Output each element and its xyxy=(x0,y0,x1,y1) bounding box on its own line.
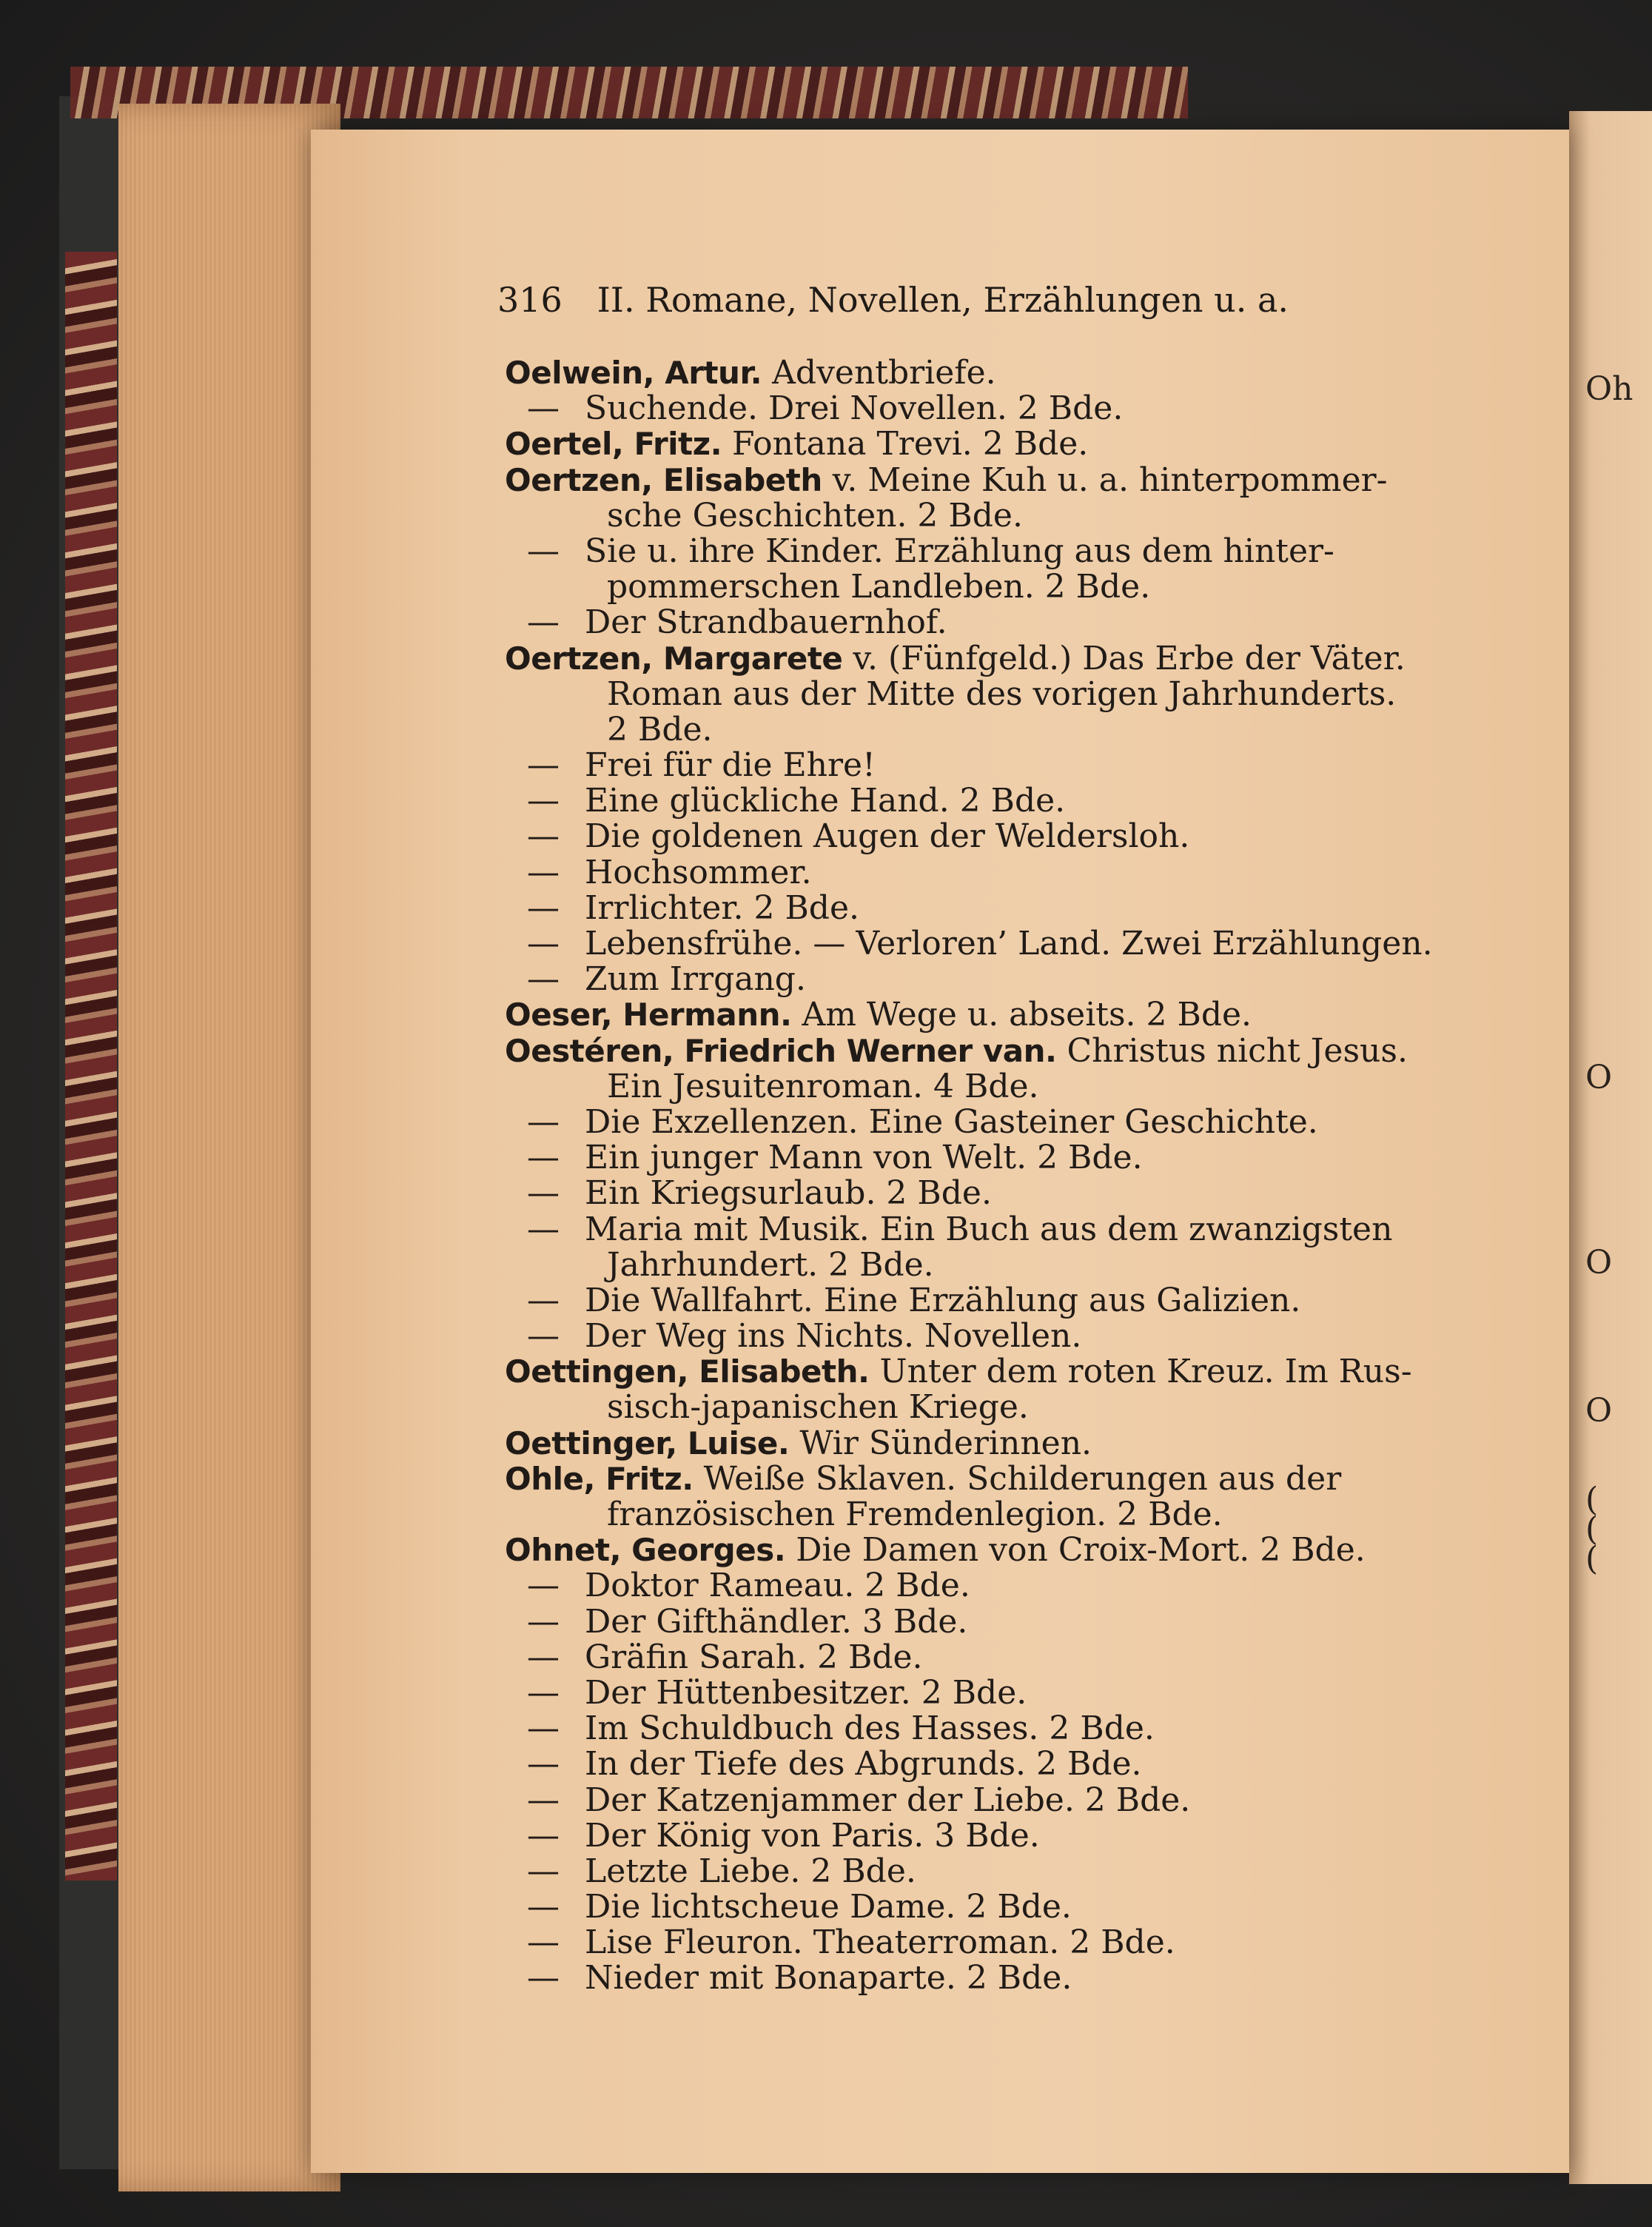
facing-page-fragment: ( xyxy=(1585,1481,1599,1518)
page-number: 316 xyxy=(497,280,563,320)
continuation-line xyxy=(505,1390,1489,1425)
entry-text: Nieder mit Bonaparte. 2 Bde. xyxy=(585,1959,1072,1997)
entry-text: Adventbriefe. xyxy=(772,354,996,392)
ditto-dash: — xyxy=(527,1567,560,1605)
ditto-dash: — xyxy=(527,1745,560,1784)
entry-text: sche Geschichten. 2 Bde. xyxy=(607,496,1023,535)
work-entry xyxy=(505,888,1489,927)
author-name: Ohle, Fritz. xyxy=(505,1460,694,1497)
ditto-dash: — xyxy=(527,1816,560,1855)
entry-text: Der Strandbauernhof. xyxy=(585,603,947,642)
entry-text: Die goldenen Augen der Weldersloh. xyxy=(585,817,1190,856)
facing-page-fragment: Oh xyxy=(1585,370,1633,408)
ditto-dash: — xyxy=(527,1852,560,1890)
work-entry xyxy=(505,1176,1489,1211)
entry-text: Weiße Sklaven. Schilderungen aus der xyxy=(703,1459,1342,1498)
ditto-dash: — xyxy=(527,960,560,999)
ditto-dash: — xyxy=(527,1673,560,1712)
work-entry xyxy=(505,1889,1489,1925)
work-entry xyxy=(505,783,1489,819)
entry-text: Letzte Liebe. 2 Bde. xyxy=(585,1852,916,1890)
author-entry xyxy=(505,1354,1489,1390)
entry-text: Jahrhundert. 2 Bde. xyxy=(607,1245,934,1284)
ditto-dash: — xyxy=(527,782,560,820)
continuation-line xyxy=(505,569,1489,605)
ditto-dash: — xyxy=(527,888,560,927)
author-name: Oertzen, Margarete xyxy=(505,640,843,677)
author-entry xyxy=(505,1533,1489,1568)
ditto-dash: — xyxy=(527,746,560,785)
author-entry xyxy=(505,1031,1489,1070)
author-entry xyxy=(505,997,1489,1033)
entry-text: Die Exzellenzen. Eine Gasteiner Geschichte. xyxy=(585,1102,1318,1141)
work-entry xyxy=(505,1854,1489,1889)
continuation-line xyxy=(505,712,1489,748)
entry-text: v. Meine Kuh u. a. hinterpommer- xyxy=(832,461,1388,499)
page-edges xyxy=(118,104,340,2191)
page-header xyxy=(497,280,1289,320)
section-title: II. Romane, Novellen, Erzählungen u. a. xyxy=(597,280,1289,320)
continuation-line xyxy=(505,1245,1489,1284)
ditto-dash: — xyxy=(527,532,560,570)
entry-text: Die Damen von Croix-Mort. 2 Bde. xyxy=(796,1531,1366,1570)
ditto-dash: — xyxy=(527,1888,560,1926)
work-entry xyxy=(505,391,1489,426)
entry-text: Lise Fleuron. Theaterroman. 2 Bde. xyxy=(585,1923,1175,1962)
ditto-dash: — xyxy=(527,1959,560,1997)
entry-text: v. (Fünfgeld.) Das Erbe der Väter. xyxy=(853,639,1406,677)
entry-text: Lebensfrühe. — Verloren’ Land. Zwei Erzählungen. xyxy=(585,925,1433,962)
work-entry xyxy=(505,534,1489,569)
entry-text: Maria mit Musik. Ein Buch aus dem zwanzigsten xyxy=(585,1210,1393,1248)
entry-text: Ein Jesuitenroman. 4 Bde. xyxy=(607,1067,1039,1105)
facing-page-fragment: O xyxy=(1585,1244,1613,1282)
ditto-dash: — xyxy=(527,817,560,856)
entry-text: französischen Fremdenlegion. 2 Bde. xyxy=(607,1496,1223,1533)
entry-text: 2 Bde. xyxy=(607,710,713,749)
ditto-dash: — xyxy=(527,1923,560,1962)
work-entry xyxy=(505,1960,1489,1996)
author-entry xyxy=(505,1461,1489,1497)
entry-text: Zum Irrgang. xyxy=(585,960,806,999)
work-entry xyxy=(505,1212,1489,1248)
author-name: Oelwein, Artur. xyxy=(505,355,762,391)
facing-page-fragment: ( xyxy=(1585,1540,1599,1578)
entry-text: Fontana Trevi. 2 Bde. xyxy=(732,425,1089,463)
work-entry xyxy=(505,926,1489,962)
ditto-dash: — xyxy=(527,1174,560,1213)
ditto-dash: — xyxy=(527,1709,560,1748)
entry-text: Christus nicht Jesus. xyxy=(1067,1031,1408,1070)
entry-text: Wir Sünderinnen. xyxy=(799,1424,1092,1462)
entry-text: Frei für die Ehre! xyxy=(585,746,876,785)
work-entry xyxy=(505,819,1489,854)
work-entry xyxy=(505,1783,1489,1818)
work-entry xyxy=(505,1675,1489,1711)
work-entry xyxy=(505,1568,1489,1604)
ditto-dash: — xyxy=(527,1602,560,1641)
author-name: Oertzen, Elisabeth xyxy=(505,461,822,498)
ditto-dash: — xyxy=(527,389,560,428)
ditto-dash: — xyxy=(527,1139,560,1177)
continuation-line xyxy=(505,1497,1489,1533)
entry-text: Am Wege u. abseits. 2 Bde. xyxy=(802,996,1252,1034)
work-entry xyxy=(505,1283,1489,1319)
author-entry xyxy=(505,1426,1489,1461)
work-entry xyxy=(505,1925,1489,1960)
entry-text: pommerschen Landleben. 2 Bde. xyxy=(607,568,1151,606)
ditto-dash: — xyxy=(527,1281,560,1319)
facing-page-fragment: ( xyxy=(1585,1510,1599,1548)
work-entry xyxy=(505,1140,1489,1176)
facing-page-edge xyxy=(1569,111,1652,2184)
work-entry xyxy=(505,748,1489,783)
entry-text: Gräfin Sarah. 2 Bde. xyxy=(585,1638,923,1676)
author-name: Ohnet, Georges. xyxy=(505,1532,786,1569)
entry-text: Der Weg ins Nichts. Novellen. xyxy=(585,1317,1082,1356)
marbled-endpaper xyxy=(65,252,117,1881)
entry-text: Im Schuldbuch des Hasses. 2 Bde. xyxy=(585,1709,1155,1748)
ditto-dash: — xyxy=(527,1638,560,1676)
author-name: Oertel, Fritz. xyxy=(505,426,722,463)
author-name: Oestéren, Friedrich Werner van. xyxy=(505,1032,1057,1069)
entry-text: In der Tiefe des Abgrunds. 2 Bde. xyxy=(585,1745,1142,1784)
work-entry xyxy=(505,1640,1489,1675)
continuation-line xyxy=(505,498,1489,534)
entry-text: Irrlichter. 2 Bde. xyxy=(585,888,859,927)
ditto-dash: — xyxy=(527,925,560,962)
ditto-dash: — xyxy=(527,1781,560,1819)
ditto-dash: — xyxy=(527,853,560,891)
work-entry xyxy=(505,1319,1489,1354)
author-entry xyxy=(505,463,1489,498)
author-name: Oettingen, Elisabeth. xyxy=(505,1353,870,1390)
entry-text: Unter dem roten Kreuz. Im Rus- xyxy=(879,1353,1412,1391)
work-entry xyxy=(505,1747,1489,1782)
work-entry xyxy=(505,1818,1489,1854)
entry-text: Ein Kriegsurlaub. 2 Bde. xyxy=(585,1174,992,1213)
ditto-dash: — xyxy=(527,603,560,642)
entry-text: Die Wallfahrt. Eine Erzählung aus Galizien. xyxy=(585,1281,1301,1319)
entry-text: Sie u. ihre Kinder. Erzählung aus dem hinter- xyxy=(585,532,1334,570)
entry-text: Der Hüttenbesitzer. 2 Bde. xyxy=(585,1673,1027,1712)
ditto-dash: — xyxy=(527,1102,560,1141)
work-entry xyxy=(505,962,1489,997)
entry-text: Eine glückliche Hand. 2 Bde. xyxy=(585,782,1066,820)
author-entry xyxy=(505,426,1489,462)
entry-text: Roman aus der Mitte des vorigen Jahrhunderts. xyxy=(607,674,1397,713)
entry-text: Ein junger Mann von Welt. 2 Bde. xyxy=(585,1139,1143,1177)
entry-text: Der Gifthändler. 3 Bde. xyxy=(585,1602,968,1641)
work-entry xyxy=(505,1102,1489,1141)
work-entry xyxy=(505,855,1489,891)
author-entry xyxy=(505,355,1489,391)
continuation-line xyxy=(505,1069,1489,1105)
author-entry xyxy=(505,641,1489,677)
ditto-dash: — xyxy=(527,1317,560,1356)
author-name: Oeser, Hermann. xyxy=(505,997,792,1034)
entry-text: Doktor Rameau. 2 Bde. xyxy=(585,1567,970,1605)
continuation-line xyxy=(505,674,1489,713)
entry-text: sisch-japanischen Kriege. xyxy=(607,1388,1029,1427)
work-entry xyxy=(505,1711,1489,1747)
entry-text: Hochsommer. xyxy=(585,853,812,891)
author-name: Oettinger, Luise. xyxy=(505,1424,790,1461)
entry-text: Die lichtscheue Dame. 2 Bde. xyxy=(585,1888,1072,1926)
work-entry xyxy=(505,605,1489,640)
work-entry xyxy=(505,1604,1489,1640)
bibliography-list xyxy=(505,355,1489,1997)
entry-text: Suchende. Drei Novellen. 2 Bde. xyxy=(585,389,1124,428)
entry-text: Der König von Paris. 3 Bde. xyxy=(585,1816,1040,1855)
ditto-dash: — xyxy=(527,1210,560,1248)
facing-page-fragment: O xyxy=(1585,1392,1613,1430)
entry-text: Der Katzenjammer der Liebe. 2 Bde. xyxy=(585,1781,1191,1819)
facing-page-fragment: O xyxy=(1585,1059,1613,1096)
